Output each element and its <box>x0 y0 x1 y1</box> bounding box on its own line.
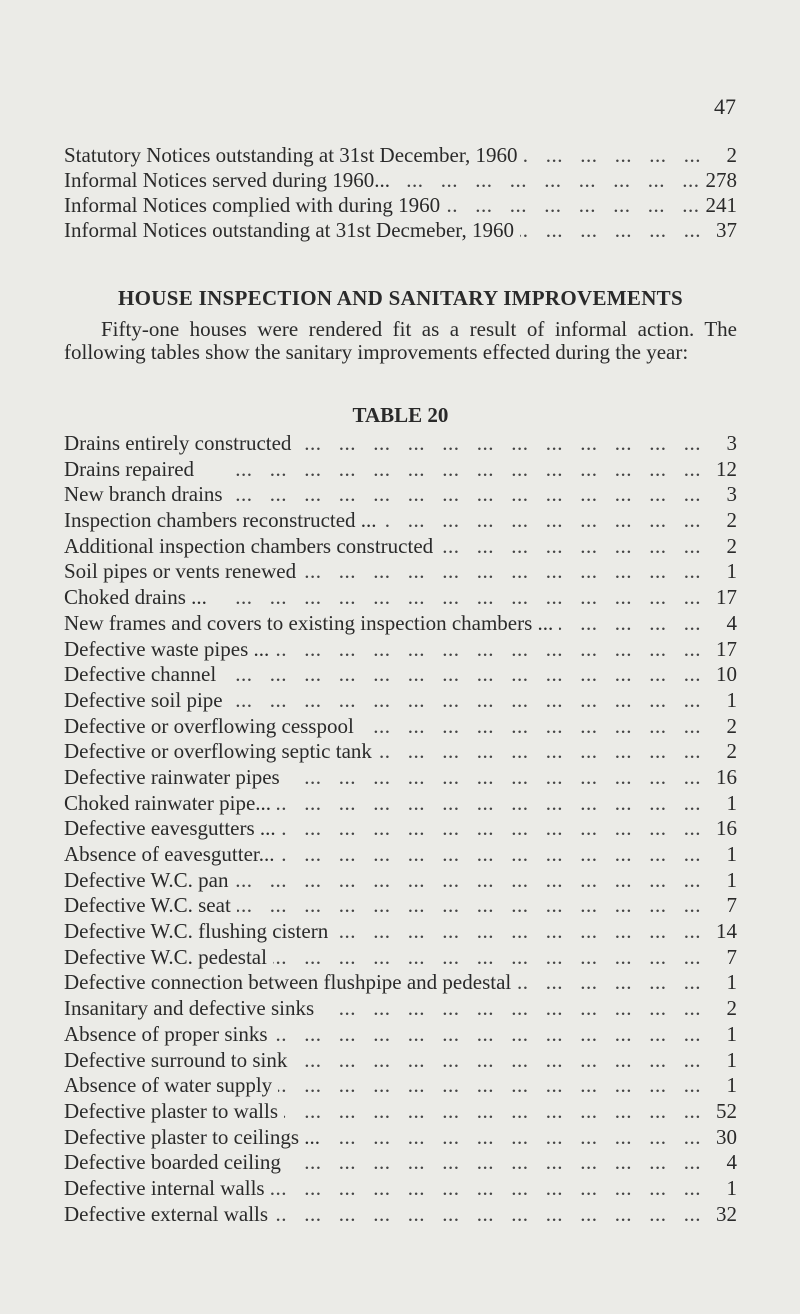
table-row-value: 17 <box>716 636 737 661</box>
table-row-value: 52 <box>716 1098 737 1123</box>
table-row-value: 1 <box>726 842 737 866</box>
table-row <box>64 996 737 1022</box>
dot-leader <box>274 1022 701 1048</box>
dot-leader <box>278 1073 701 1099</box>
table-row-label: Choked drains ... <box>64 585 207 610</box>
notice-row-value: 278 <box>705 168 737 192</box>
dot-leader <box>517 970 701 996</box>
table-row-value: 16 <box>716 764 737 789</box>
section-heading: HOUSE INSPECTION AND SANITARY IMPROVEMENTS <box>118 286 683 310</box>
table-row <box>64 945 737 971</box>
table-title: TABLE 20 <box>352 403 449 427</box>
improvements-table <box>64 431 737 1227</box>
table-row <box>64 431 737 457</box>
table-row-value: 16 <box>716 816 737 841</box>
table-row-label: New frames and covers to existing inspection chambers ... <box>64 610 554 635</box>
table-row-label: Absence of water supply <box>64 1073 273 1098</box>
table-row <box>64 714 737 740</box>
table-row <box>64 482 737 508</box>
notice-row-label: Informal Notices complied with during 1960 <box>64 193 441 217</box>
dot-leader <box>520 218 701 243</box>
table-row <box>64 1099 737 1125</box>
table-row-value: 4 <box>726 1150 737 1175</box>
dot-leader <box>383 508 701 534</box>
table-row-label: Defective W.C. seat <box>64 893 231 918</box>
table-row-label: Defective W.C. pedestal <box>64 944 267 969</box>
table-row-label: Defective W.C. flushing cistern <box>64 919 329 944</box>
page-number: 47 <box>714 94 736 119</box>
table-row-label: Defective or overflowing septic tank <box>64 739 372 764</box>
table-row-value: 1 <box>726 790 737 815</box>
table-row-label: Defective W.C. pan <box>64 867 229 892</box>
table-row-value: 30 <box>716 1124 737 1149</box>
dot-leader <box>446 193 699 218</box>
table-row <box>64 1048 737 1074</box>
dot-leader <box>222 662 701 688</box>
table-row-value: 17 <box>716 585 737 610</box>
notice-row <box>64 168 737 193</box>
table-row-label: Inspection chambers reconstructed ... <box>64 508 377 533</box>
table-row-value: 32 <box>716 1201 737 1226</box>
table-row <box>64 688 737 714</box>
table-row-label: Defective plaster to ceilings ... <box>64 1124 320 1149</box>
notice-row-label: Informal Notices served during 1960... <box>64 168 391 192</box>
table-row-label: Drains repaired <box>64 456 195 481</box>
notices-list <box>64 143 737 243</box>
table-row <box>64 842 737 868</box>
notice-row <box>64 143 737 168</box>
intro-paragraph: Fifty-one houses were rendered fit as a result of informal action. The following tables show the sanitary improvements effected during the year: <box>64 317 737 364</box>
table-row-value: 2 <box>726 996 737 1021</box>
dot-leader <box>320 996 701 1022</box>
table-row-value: 1 <box>726 559 737 584</box>
dot-leader <box>271 1176 701 1202</box>
table-row-label: Defective surround to sink <box>64 1047 288 1072</box>
dot-leader <box>326 1125 701 1151</box>
table-row-value: 12 <box>716 456 737 481</box>
dot-leader <box>297 431 701 457</box>
table-row <box>64 1150 737 1176</box>
table-row-label: Drains entirely constructed <box>64 431 292 455</box>
dot-leader <box>229 482 701 508</box>
dot-leader <box>334 919 701 945</box>
table-row-value: 1 <box>726 1021 737 1046</box>
table-row-value: 2 <box>726 508 737 533</box>
dot-leader <box>439 534 701 560</box>
table-row-label: Defective or overflowing cesspool <box>64 713 354 738</box>
table-row-value: 2 <box>726 533 737 558</box>
table-row-label: Defective plaster to walls <box>64 1098 278 1123</box>
dot-leader <box>275 637 701 663</box>
table-row-value: 1 <box>726 687 737 712</box>
table-row-value: 7 <box>726 944 737 969</box>
table-row-value: 4 <box>726 610 737 635</box>
table-row <box>64 791 737 817</box>
table-row-label: Soil pipes or vents renewed <box>64 559 297 584</box>
table-row-label: Defective eavesgutters ... <box>64 816 276 841</box>
dot-leader <box>284 1099 701 1125</box>
dot-leader <box>277 791 701 817</box>
table-row-value: 1 <box>726 1073 737 1098</box>
table-row-label: Defective boarded ceiling <box>64 1150 281 1175</box>
table-row <box>64 457 737 483</box>
table-row-label: Choked rainwater pipe... <box>64 790 272 815</box>
notice-row <box>64 193 737 218</box>
dot-leader <box>293 1048 701 1074</box>
dot-leader <box>234 868 701 894</box>
table-row-value: 1 <box>726 1175 737 1200</box>
table-row-label: Defective internal walls <box>64 1175 265 1200</box>
table-row-value: 1 <box>726 970 737 995</box>
table-row-label: Absence of eavesgutter... <box>64 842 275 866</box>
table-row <box>64 970 737 996</box>
table-row <box>64 585 737 611</box>
notice-row-label: Informal Notices outstanding at 31st Decmeber, 1960 <box>64 218 514 242</box>
table-row-value: 2 <box>726 739 737 764</box>
table-row <box>64 816 737 842</box>
table-row-label: Defective waste pipes ... <box>64 636 270 661</box>
table-row <box>64 559 737 585</box>
table-row <box>64 534 737 560</box>
notice-row-value: 2 <box>726 143 737 167</box>
notice-row-label: Statutory Notices outstanding at 31st December, 1960 <box>64 143 518 167</box>
notice-row-value: 37 <box>716 218 737 242</box>
table-row <box>64 1022 737 1048</box>
notice-row-value: 241 <box>705 193 737 217</box>
dot-leader <box>237 893 701 919</box>
table-row-label: New branch drains <box>64 482 223 507</box>
dot-leader <box>302 559 701 585</box>
table-row <box>64 662 737 688</box>
table-row-label: Insanitary and defective sinks <box>64 996 315 1021</box>
dot-leader <box>274 1202 701 1228</box>
table-row <box>64 637 737 663</box>
table-row <box>64 508 737 534</box>
dot-leader <box>281 842 701 868</box>
table-row-label: Defective soil pipe <box>64 687 223 712</box>
table-row-value: 3 <box>726 431 737 455</box>
table-row-label: Absence of proper sinks <box>64 1021 268 1046</box>
dot-leader <box>378 739 701 765</box>
dot-leader <box>559 611 701 637</box>
table-row-label: Defective external walls <box>64 1201 269 1226</box>
table-row <box>64 1176 737 1202</box>
table-row-label: Additional inspection chambers constructed <box>64 533 434 558</box>
table-row-label: Defective rainwater pipes <box>64 764 280 789</box>
table-row <box>64 893 737 919</box>
table-row-value: 14 <box>716 919 737 944</box>
table-row-value: 1 <box>726 867 737 892</box>
table-row <box>64 1073 737 1099</box>
table-row-value: 10 <box>716 662 737 687</box>
table-row <box>64 919 737 945</box>
table-row-value: 7 <box>726 893 737 918</box>
table-row-label: Defective connection between flushpipe and pedestal <box>64 970 512 995</box>
table-row-value: 2 <box>726 713 737 738</box>
dot-leader <box>396 168 699 193</box>
table-row <box>64 1125 737 1151</box>
dot-leader <box>360 714 701 740</box>
table-row <box>64 868 737 894</box>
dot-leader <box>287 1150 701 1176</box>
dot-leader <box>200 457 701 483</box>
dot-leader <box>229 688 701 714</box>
dot-leader <box>273 945 701 971</box>
table-row-value: 3 <box>726 482 737 507</box>
table-row <box>64 739 737 765</box>
table-row <box>64 1202 737 1228</box>
table-row-label: Defective channel <box>64 662 217 687</box>
dot-leader <box>213 585 701 611</box>
dot-leader <box>524 143 702 168</box>
dot-leader <box>286 765 701 791</box>
notice-row <box>64 218 737 243</box>
table-row-value: 1 <box>726 1047 737 1072</box>
table-row <box>64 611 737 637</box>
table-row <box>64 765 737 791</box>
dot-leader <box>282 816 701 842</box>
